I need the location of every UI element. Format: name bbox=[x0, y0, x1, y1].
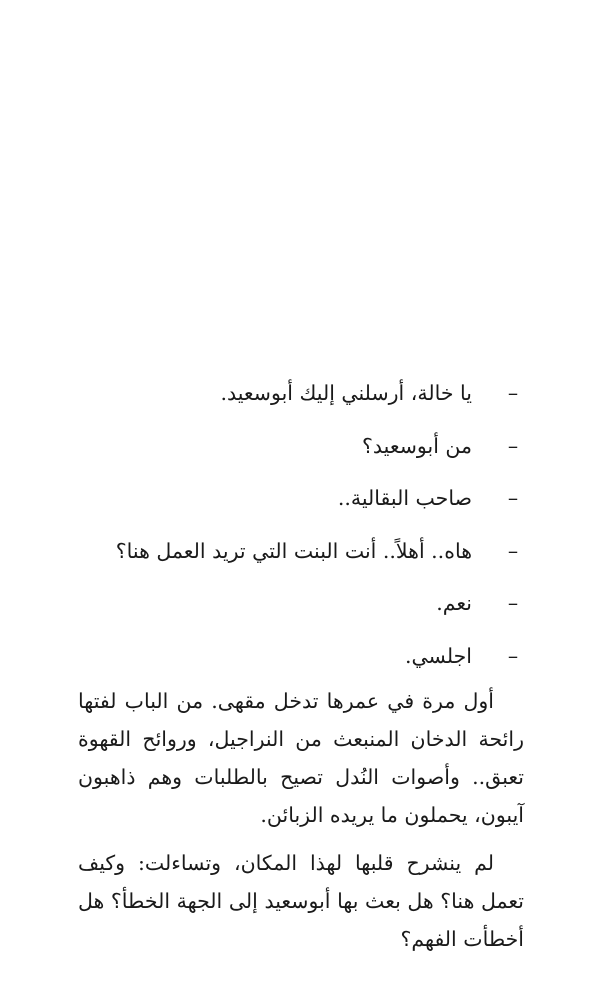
dialogue-line-1 bbox=[78, 367, 524, 420]
dialogue-line-5 bbox=[78, 577, 524, 630]
dialogue-dash: – bbox=[507, 486, 519, 510]
dialogue-text: من أبوسعيد؟ bbox=[362, 433, 472, 458]
dialogue-line-3 bbox=[78, 472, 524, 525]
dialogue-dash: – bbox=[507, 538, 519, 563]
dialogue-text: يا خالة، أرسلني إليك أبوسعيد. bbox=[220, 381, 472, 405]
dialogue-dash: – bbox=[507, 591, 519, 615]
dialogue-line-2 bbox=[78, 420, 524, 473]
text-block bbox=[78, 367, 524, 958]
dialogue-text: اجلسي. bbox=[404, 643, 472, 668]
dialogue-dash: – bbox=[507, 381, 519, 405]
dialogue-text: هاه.. أهلاً.. أنت البنت التي تريد العمل هنا؟ bbox=[115, 538, 472, 563]
narrative-paragraph-2: لم ينشرح قلبها لهذا المكان، وتساءلت: وكيف تعمل هنا؟ هل بعث بها أبوسعيد إلى الجهة الخطأ؟ هل أخطأت الفهم؟ bbox=[78, 851, 524, 951]
dialogue-line-4 bbox=[78, 525, 524, 578]
dialogue-line-6 bbox=[78, 630, 524, 683]
narrative-paragraph-1: أول مرة في عمرها تدخل مقهى. من الباب لفتها رائحة الدخان المنبعث من النراجيل، وروائح القهوة تعبق.. وأصوات النُدل تصيح بالطلبات وهم ذاهبون آيبون، يحملون ما يريده الزبائن. bbox=[78, 689, 524, 827]
dialogue-dash: – bbox=[507, 643, 519, 668]
dialogue-text: نعم. bbox=[436, 591, 472, 615]
dialogue-text: صاحب البقالية.. bbox=[337, 486, 472, 510]
dialogue-dash: – bbox=[507, 433, 519, 458]
